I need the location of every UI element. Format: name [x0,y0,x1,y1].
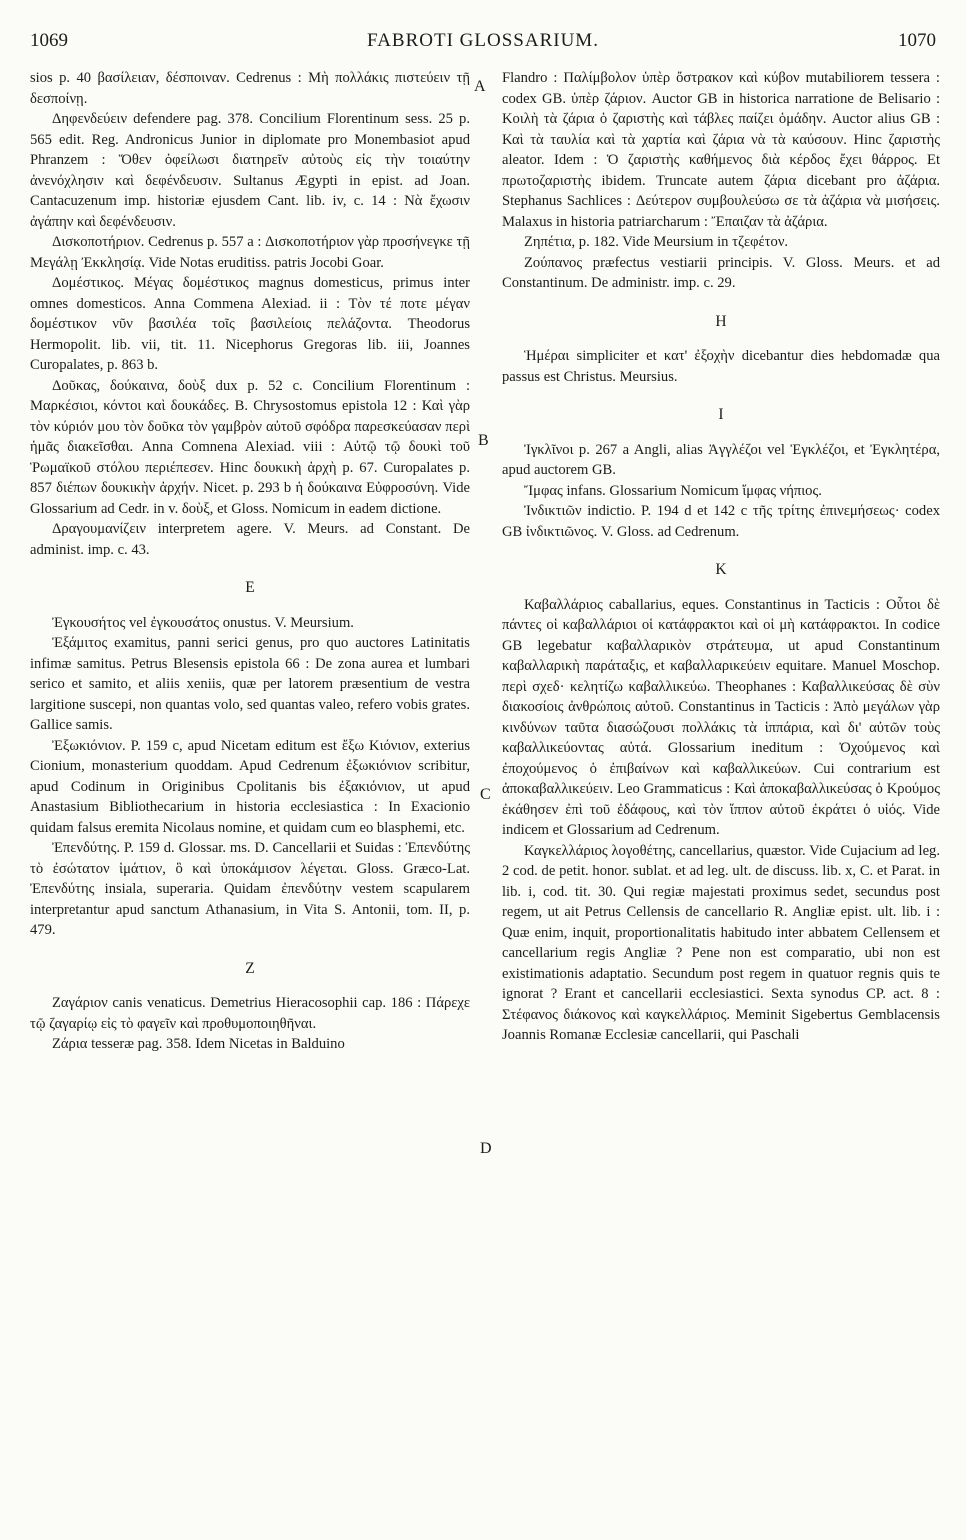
section-heading-z: Z [245,959,255,977]
entry-paragraph: Ἰγκλῖνοι p. 267 a Angli, alias Ἀγγλέζοι vel Ἐγκλέζοι, et Ἐγκλητέρα, apud auctorem GB. [502,441,940,478]
section-heading-i: I [718,406,724,423]
entry-paragraph: Δομέστικος. Μέγας δομέστικος magnus domesticus, primus inter omnes domesticos. Anna Commena Alexiad. ii : Τὸν τέ ποτε μέγαν δομέστικον νῦν βασιλέα τοῖς βασιλείοις πελάζοντα. Theodorus Hermopolit. lib. vii, tit. 11. Nicephorus Gregoras lib. iii, Joannes Curopalates, p. 863 b. [30,275,470,373]
margin-letter-a: A [474,78,486,95]
running-title: FABROTI GLOSSARIUM. [367,30,599,51]
left-column [30,68,470,1055]
section-heading-e: E [245,579,255,596]
margin-letter-c: C [480,786,491,803]
entry-paragraph: Καβαλλάριος caballarius, eques. Constantinus in Tacticis : Οὗτοι δὲ πάντες οἱ καβαλλάριοι οἱ κατάφρακτοι καὶ οἱ μὴ κατάφρακτοι. In codice GB legebatur καβαλλαρικὸν στράτευμα, ut apud Constantinum καβαλλαρικὴ παράταξις, et καβαλλαρικεύειν equitare. Manuel Moschop. περὶ σχεδ· κελητίζω καβαλλικεύω. Theophanes : Καβαλλικεύσας δὲ σὺν διακοσίοις ἀνθρώποις αὐτοῦ. Constantinus in Tacticis : Ἀπὸ μεγάλων γὰρ κινδύνων ταῦτα διασώζουσι πολλάκις τὰ ἱππάρια, καὶ δι' αὐτῶν τοὺς καβαλλικεύοντας αὐτά. Glossarium ineditum : Ὀχούμενος καὶ ἐποχούμενος ὁ ἐπιβαίνων καὶ καβαλλικεύων. Cui contrarium est ἀποκαβαλλικεύειν. Leo Grammaticus : Καὶ ἀποκαβαλλικεύσας ὁ Κρούμος ἐκάθησεν ἐπὶ τοῦ ἐδάφους, καὶ τὸν ἵππον αὐτοῦ ἐκράτει ὁ υἱός. Vide indicem et Glossarium ad Cedrenum. [502,596,940,838]
entry-paragraph: Καγκελλάριος λογοθέτης, cancellarius, quæstor. Vide Cujacium ad leg. 2 cod. de petit. honor. sublat. et ad leg. ult. de discuss. lib. x, C. et Parat. in lib. i, cod. tit. 30. Qui regiæ majestati proximus sedet, secundus post regem, ut ait Petrus Cellensis de cancellario R. Angliæ epist. ult. lib. i : Quæ enim, inquit, proportionalitatis habitudo inter abbatem Cellensem et cancellarium regis Angliæ ? Pene non est comparatio, ubi non est existimationis adaptatio. Secundum post regem in quatuor regnis quis te ignorat ? Erant et cancellarii ecclesiastici. Sexta synodus CP. act. 8 : Στέφανος διάκονος καὶ καγκελλάριος. Meminit Sigebertus Gemblacensis Joannis Romanæ Ecclesiæ cancellarii, qui Paschali [502,842,940,1043]
entry-paragraph: Ἐγκουσήτος vel ἐγκουσάτος onustus. V. Meursium. [52,614,354,631]
page-number-right: 1070 [898,30,936,51]
entry-paragraph: Ζαγάριον canis venaticus. Demetrius Hieracosophii cap. 186 : Πάρεχε τῷ ζαγαρίῳ εἰς τὸ φαγεῖν καὶ προθυμοποιηθῆναι. [30,995,470,1032]
entry-paragraph: Ἐξάμιτος examitus, panni serici genus, pro quo auctores Latinitatis infimæ samitus. Petrus Blesensis epistola 66 : De zona aurea et lumbari serico et samito, et aliis xeniis, quæ per latorem præsentium de vestra largitione suscepi, non quantas volo, sed quantas valeo, refero vobis grates. Gallice samis. [30,635,470,733]
page-header [30,30,936,58]
entry-paragraph: Ζούπανος præfectus vestiarii principis. V. Gloss. Meurs. et ad Constantinum. De administr. imp. c. 29. [502,254,940,291]
section-heading-h: H [715,312,727,330]
section-heading-k: K [715,561,727,578]
page-number-left: 1069 [30,30,68,51]
entry-paragraph: Δραγουμανίζειν interpretem agere. V. Meurs. ad Constant. De administ. imp. c. 43. [30,521,470,558]
entry-paragraph: Flandro : Παλίμβολον ὑπὲρ ὄστρακον καὶ κύβον mutabiliorem tessera : codex GB. ὑπὲρ ζάριον. Auctor GB in historica narratione de Belisario : Κοιλὴ τὰ ζάρια ὁ ζαριστὴς καὶ τάβλες παίζει ὁμάδην. Auctor alius GB : Καὶ τὰ ταυλία καὶ τὰ χαρτία καὶ ζάρια νὰ τὰ καύσουν. Hinc ζαριστὴς aleator. Idem : Ὁ ζαριστὴς καθήμενος διὰ κέρδος ἔχει θάρρος. Et πρωτοζαριστὴς ibidem. Truncate autem ζάρια dicebant pro ἀζάρια. Stephanus Sachlices : Δεύτερον συμβουλεύσω σε τὰ ἀζάρια νὰ μισήσεις. Malaxus in historia patriarcharum : Ἔπαιζαν τὰ ἀζάρια. [502,70,940,230]
entry-paragraph: Ἐπενδύτης. P. 159 d. Glossar. ms. D. Cancellarii et Suidas : Ἐπενδύτης τὸ ἐσώτατον ἱμάτιον, ὃ καὶ ὑποκάμισον λέγεται. Gloss. Græco-Lat. Ἐπενδύτης insiala, superaria. Quidam ἐπενδύτην vestem scapularem interpretantur apud sanctum Athanasium, in Vita S. Antonii, tom. II, p. 479. [30,840,470,938]
entry-paragraph: Ἡμέραι simpliciter et κατ' ἐξοχὴν dicebantur dies hebdomadæ qua passus est Christus. Meursius. [502,348,940,385]
entry-paragraph: Ἰνδικτιῶν indictio. P. 194 d et 142 c τῆς τρίτης ἐπινεμήσεως· codex GB ἰνδικτιῶνος. V. Gloss. ad Cedrenum. [502,503,940,540]
entry-paragraph: Δηφενδεύειν defendere pag. 378. Concilium Florentinum sess. 25 p. 565 edit. Reg. Andronicus Junior in diplomate pro Monembasiot apud Phranzem : Ὅθεν ὀφείλωσι διατηρεῖν αὐτοὺς εἰς τὴν τοιαύτην ἀνενόχλησιν καὶ δεφένδευσιν. Sultanus Ægypti in epist. ad Joan. Cantacuzenum imp. historiæ ejusdem Cant. lib. iv, c. 14 : Νὰ ἔχωσιν ἀγάπην καὶ δεφένδευσιν. [30,111,470,230]
entry-paragraph: Ἴμφας infans. Glossarium Nomicum ἴμφας νήπιος. [524,482,822,499]
entry-paragraph: Ζάρια tesseræ pag. 358. Idem Nicetas in Balduino [52,1036,345,1052]
entry-paragraph: Δισκοποτήριον. Cedrenus p. 557 a : Δισκοποτήριον γὰρ προσήνεγκε τῇ Μεγάλῃ Ἐκκλησίᾳ. Vide Notas eruditiss. patris Jocobi Goar. [30,234,470,271]
entry-paragraph: Ζηπέτια, p. 182. Vide Meursium in τζεφέτον. [524,234,789,250]
margin-letter-b: B [478,432,489,449]
right-column [502,68,940,1046]
entry-paragraph: Ἐξωκιόνιον. P. 159 c, apud Nicetam editum est ἔξω Κιόνιον, exterius Cionium, monasterium quoddam. Apud Cedrenum ἐξωκιόνιον scribitur, apud Codinum in Originibus Cpolitanis bis ἐξακιόνιον, ut apud Anastasium Bibliothecarium in historia ecclesiastica : In Exacionio quidam falsus eremita Nicolaus nomine, et quidam cum eo blasphemi, etc. [30,737,470,836]
entry-paragraph: sios p. 40 βασίλειαν, δέσποιναν. Cedrenus : Μὴ πολλάκις πιστεύειν τῇ δεσποίνῃ. [30,70,470,107]
margin-letter-d: D [480,1140,492,1157]
entry-paragraph: Δοῦκας, δούκαινα, δοὺξ dux p. 52 c. Concilium Florentinum : Μαρκέσιοι, κόντοι καὶ δουκάδες. B. Chrysostomus epistola 12 : Καὶ γὰρ τὸν κύριόν μου τὸν δοῦκα τὸν γαμβρὸν αὐτοῦ σφόδρα παρεσκεύασαν περὶ ἡμᾶς διακεῖσθαι. Anna Comnena Alexiad. viii : Αὐτῷ τῷ δουκὶ τοῦ Ῥωμαϊκοῦ στόλου περιέπεσεν. Hinc δουκικὴ ἀρχὴ p. 67. Curopalates p. 857 διέπων δουκικὴν ἀρχήν. Nicet. p. 293 b ἡ δούκαινα Εὐφροσύνη. Vide Glossarium ad Cedr. in v. δοὺξ, et Gloss. Nomicum in eadem dictione. [30,377,470,517]
